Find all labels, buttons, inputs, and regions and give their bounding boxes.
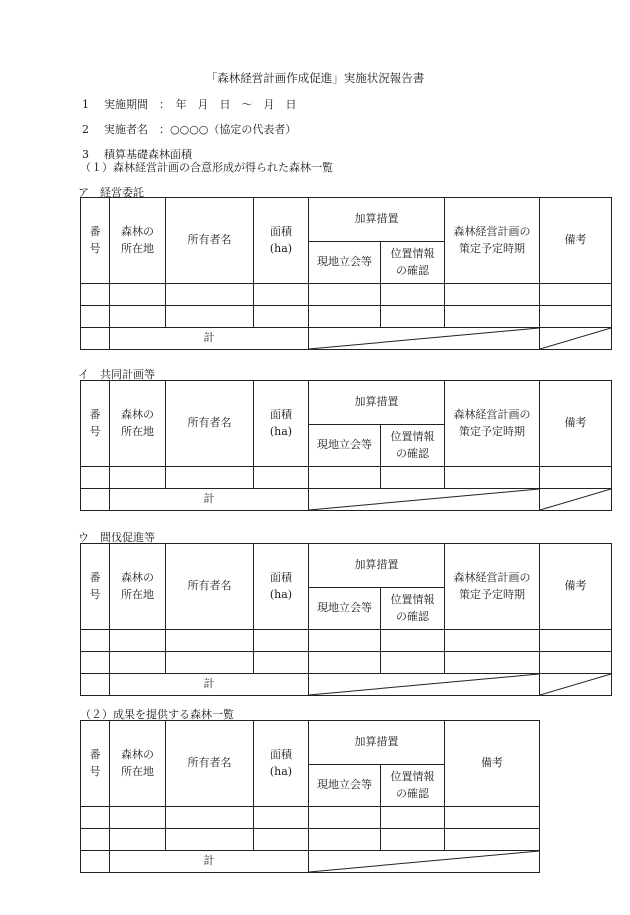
item-period (82, 96, 297, 112)
table-b (80, 380, 612, 511)
table-c-label: ウ 間伐促進等 (78, 531, 155, 544)
table-row (81, 829, 540, 851)
header-site-visit: 現地立会等 (309, 425, 381, 467)
header-site-visit: 現地立会等 (309, 765, 381, 807)
header-location: 森林の 所在地 (110, 198, 166, 284)
item-number: 3 (82, 148, 89, 161)
header-number: 番 号 (81, 544, 110, 630)
table-row (81, 306, 612, 328)
subsection-1-title: （１）森林経営計画の合意形成が得られた森林一覧 (80, 161, 333, 174)
header-number: 番 号 (81, 721, 110, 807)
header-additional-measures: 加算措置 (309, 381, 445, 425)
item-text: 実施期間 ： 年 月 日 ～ 月 日 (104, 98, 297, 111)
item-implementer (82, 121, 296, 137)
item-text: 実施者名 ：○○○○（協定の代表者） (104, 123, 297, 136)
header-location-info: 位置情報 の確認 (381, 765, 445, 807)
header-remarks: 備考 (540, 198, 612, 284)
total-label: 計 (110, 851, 309, 873)
table-row (81, 630, 612, 652)
header-plan-timing: 森林経営計画の 策定予定時期 (445, 544, 540, 630)
slash-cell (540, 489, 612, 511)
table-d (80, 720, 540, 873)
slash-cell (540, 674, 612, 696)
total-row (81, 851, 540, 873)
header-remarks: 備考 (540, 381, 612, 467)
table-c (80, 543, 612, 696)
header-number: 番 号 (81, 381, 110, 467)
subsection-2-title: （２）成果を提供する森林一覧 (80, 708, 234, 721)
table-b-label: イ 共同計画等 (78, 368, 155, 381)
header-owner: 所有者名 (166, 544, 254, 630)
slash-cell (309, 851, 540, 873)
header-plan-timing: 森林経営計画の 策定予定時期 (445, 381, 540, 467)
header-additional-measures: 加算措置 (309, 544, 445, 588)
total-label: 計 (110, 674, 309, 696)
header-site-visit: 現地立会等 (309, 242, 381, 284)
header-area: 面積 (ha) (254, 544, 309, 630)
item-number: 1 (82, 98, 89, 111)
header-location-info: 位置情報 の確認 (381, 588, 445, 630)
item-text: 積算基礎森林面積 (104, 148, 192, 161)
document-title: 「森林経営計画作成促進」実施状況報告書 (205, 71, 425, 85)
header-area: 面積 (ha) (254, 198, 309, 284)
header-owner: 所有者名 (166, 381, 254, 467)
header-plan-timing: 森林経営計画の 策定予定時期 (445, 198, 540, 284)
table-a-label: ア 経営委託 (78, 186, 144, 199)
slash-cell (309, 674, 540, 696)
header-number: 番 号 (81, 198, 110, 284)
table-row (81, 284, 612, 306)
header-area: 面積 (ha) (254, 381, 309, 467)
item-number: 2 (82, 123, 89, 136)
total-label: 計 (110, 489, 309, 511)
total-label: 計 (110, 328, 309, 350)
header-location: 森林の 所在地 (110, 544, 166, 630)
table-row (81, 807, 540, 829)
header-additional-measures: 加算措置 (309, 198, 445, 242)
table-row (81, 467, 612, 489)
table-row (81, 652, 612, 674)
table-a (80, 197, 612, 350)
header-location: 森林の 所在地 (110, 721, 166, 807)
header-remarks: 備考 (445, 721, 540, 807)
total-row (81, 489, 612, 511)
header-area: 面積 (ha) (254, 721, 309, 807)
header-additional-measures: 加算措置 (309, 721, 445, 765)
header-remarks: 備考 (540, 544, 612, 630)
total-row (81, 674, 612, 696)
header-location-info: 位置情報 の確認 (381, 425, 445, 467)
header-location-info: 位置情報 の確認 (381, 242, 445, 284)
slash-cell (309, 489, 540, 511)
total-row (81, 328, 612, 350)
slash-cell (309, 328, 540, 350)
header-owner: 所有者名 (166, 198, 254, 284)
slash-cell (540, 328, 612, 350)
header-site-visit: 現地立会等 (309, 588, 381, 630)
header-location: 森林の 所在地 (110, 381, 166, 467)
header-owner: 所有者名 (166, 721, 254, 807)
